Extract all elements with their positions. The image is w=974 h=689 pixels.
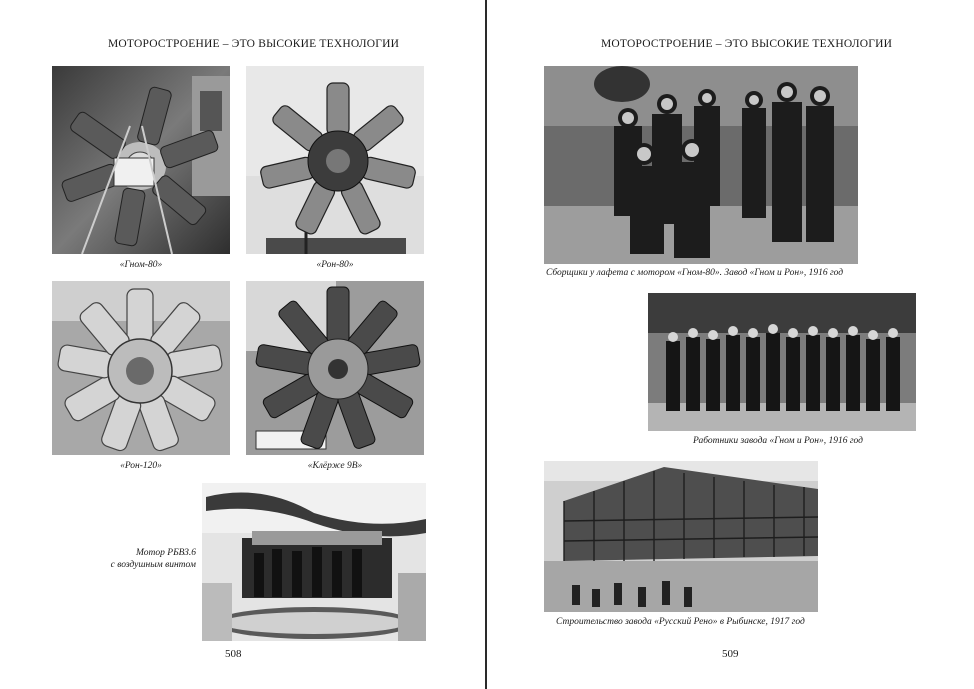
caption-gnome-80: «Гном-80» (119, 260, 163, 270)
photo-rbvz6-engine (202, 483, 426, 641)
caption-rbvz6-line2: с воздушным винтом (110, 560, 196, 570)
photo-rhone-80 (246, 66, 424, 254)
left-page (0, 0, 486, 689)
photo-workers-gnome-rhone (648, 293, 916, 431)
caption-rhone-80: «Рон-80» (316, 260, 354, 270)
page-number-right: 509 (722, 648, 739, 660)
photo-assemblers-gnome-80 (544, 66, 858, 264)
photo-gnome-80 (52, 66, 230, 254)
caption-workers-gnome-rhone: Работники завода «Гном и Рон», 1916 год (693, 436, 863, 446)
photo-clerget-9b (246, 281, 424, 455)
caption-russian-renault-construction: Строительство завода «Русский Рено» в Рыбинске, 1917 год (556, 617, 805, 627)
running-head-right: МОТОРОСТРОЕНИЕ – ЭТО ВЫСОКИЕ ТЕХНОЛОГИИ (601, 38, 893, 50)
caption-rhone-120: «Рон-120» (120, 461, 162, 471)
caption-rbvz6-line1: Мотор РБВЗ.6 (136, 548, 196, 558)
photo-rhone-120 (52, 281, 230, 455)
caption-clerget-9b: «Клёрже 9В» (307, 461, 363, 471)
page-number-left: 508 (225, 648, 242, 660)
caption-assemblers-gnome-80: Сборщики у лафета с мотором «Гном-80». Завод «Гном и Рон», 1916 год (546, 268, 844, 278)
page-divider (485, 0, 487, 689)
photo-russian-renault-construction (544, 461, 818, 612)
running-head-left: МОТОРОСТРОЕНИЕ – ЭТО ВЫСОКИЕ ТЕХНОЛОГИИ (108, 38, 400, 50)
right-page (488, 0, 974, 689)
